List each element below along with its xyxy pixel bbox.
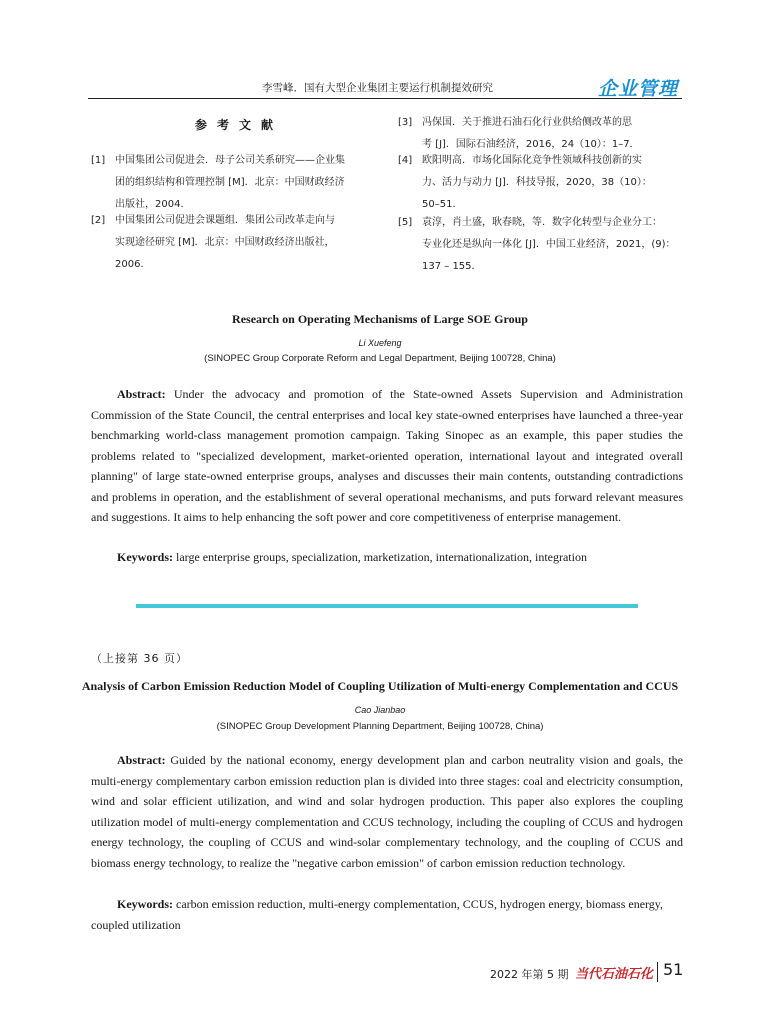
abstract-label: Abstract:	[117, 753, 166, 767]
keywords-text: large enterprise groups, specialization, marketization, internationalization, integration	[176, 550, 587, 564]
reference-item	[398, 150, 688, 216]
abstract-text: Under the advocacy and promotion of the State-owned Assets Supervision and Administration Commission of the State Council, the central enterprises and local key state-owned enterprises have launched a three-year benchmarking world-class management promotion campaign. Taking Sinopec as an example, this paper studies the problems related to "specialized development, market-oriented operation, international layout and integrated overall planning" of large state-owned enterprise groups, analyses and discusses their main contents, outstanding contradictions and problems in operation, and the establishment of several operational mechanisms, and puts forward relevant measures and suggestions. It aims to help enhancing the soft power and core competitiveness of enterprise management.	[91, 387, 684, 524]
reference-line: 实现途径研究 [M]．北京：中国财政经济出版社，	[115, 237, 335, 248]
reference-item	[91, 150, 381, 216]
article-affiliation: (SINOPEC Group Corporate Reform and Legal Department, Beijing 100728, China)	[204, 353, 556, 364]
keywords-label: Keywords:	[117, 550, 173, 564]
keywords-text: carbon emission reduction, multi-energy complementation, CCUS, hydrogen energy, biomass energy, coupled utilization	[91, 897, 664, 932]
keywords-label: Keywords:	[117, 897, 173, 911]
abstract-label: Abstract:	[117, 387, 166, 401]
section-divider	[136, 604, 638, 608]
reference-item	[91, 210, 381, 276]
reference-number: [5]	[398, 217, 413, 228]
article-affiliation: (SINOPEC Group Development Planning Department, Beijing 100728, China)	[216, 721, 544, 732]
reference-line: 中国集团公司促进会课题组．集团公司改革走向与	[115, 215, 335, 226]
reference-number: [4]	[398, 155, 413, 166]
reference-line: 出版社，2004．	[115, 199, 191, 210]
continued-note: （上接第 36 页）	[91, 652, 188, 665]
reference-line: 137 – 155．	[422, 261, 482, 272]
reference-line: 袁淳，肖土盛，耿春晓，等．数字化转型与企业分工：	[422, 217, 662, 228]
reference-number: [2]	[91, 215, 106, 226]
page-footer	[470, 960, 686, 984]
reference-line: 冯保国．关于推进石油石化行业供给侧改革的思	[422, 117, 632, 128]
references-heading: 参考文献	[195, 118, 284, 132]
page-number: 51	[663, 960, 684, 979]
article-title: Research on Operating Mechanisms of Large SOE Group	[232, 312, 528, 326]
running-header	[88, 76, 682, 99]
reference-line: 50–51．	[422, 199, 463, 210]
reference-line: 2006．	[115, 259, 151, 270]
article-author: Li Xuefeng	[358, 338, 402, 348]
reference-line: 团的组织结构和管理控制 [M]．北京：中国财政经济	[115, 177, 345, 188]
section-brand: 企业管理	[597, 78, 678, 100]
reference-line: 力、活力与动力 [J]．科技导报，2020，38（10）：	[422, 177, 652, 188]
article-keywords	[91, 547, 683, 568]
reference-number: [1]	[91, 155, 106, 166]
reference-number: [3]	[398, 117, 413, 128]
reference-line: 专业化还是纵向一体化 [J]．中国工业经济，2021，(9)：	[422, 239, 676, 250]
reference-line: 欧阳明高．市场化国际化竞争性领域科技创新的实	[422, 155, 642, 166]
reference-line: 中国集团公司促进会．母子公司关系研究——企业集	[115, 155, 345, 166]
running-title: 李雪峰．国有大型企业集团主要运行机制提效研究	[262, 82, 493, 94]
journal-logo: 当代石油石化	[575, 967, 654, 982]
reference-item	[398, 212, 688, 278]
article-author: Cao Jianbao	[354, 705, 406, 715]
reference-line: 考 [J]．国际石油经济，2016，24（10）：1–7．	[422, 139, 640, 150]
abstract-text: Guided by the national economy, energy development plan and carbon neutrality vision and goals, the multi-energy complementary carbon emission reduction plan is divided into three stages: coal and electricity consumption, wind and solar efficient utilization, and wind and solar hydrogen production. This paper also explores the coupling utilization model of multi-energy complementation and CCUS technology, including the coupling of CCUS and hydrogen energy technology, the coupling of CCUS and wind-solar complementary technology, and the coupling of CCUS and biomass energy technology, to realize the "negative carbon emission" of carbon emission reduction technology.	[91, 753, 683, 870]
article-title: Analysis of Carbon Emission Reduction Model of Coupling Utilization of Multi-energy Complementation and CCUS	[81, 679, 679, 693]
footer-separator	[657, 962, 658, 982]
article-abstract	[91, 384, 683, 528]
article-keywords	[91, 894, 683, 935]
issue-label: 2022 年第 5 期	[490, 968, 569, 981]
article-abstract	[91, 750, 683, 873]
